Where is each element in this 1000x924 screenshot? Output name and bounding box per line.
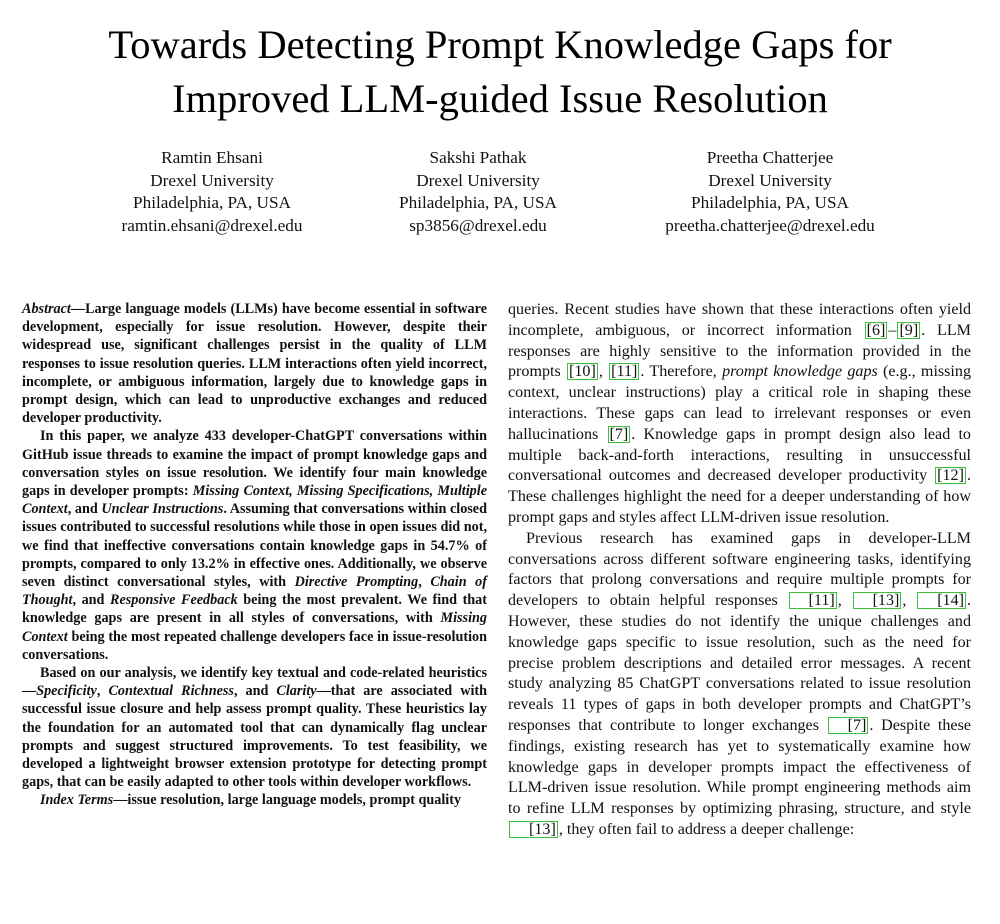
author-affiliation: Drexel University xyxy=(150,170,274,190)
author-1 xyxy=(62,147,362,237)
author-name: Ramtin Ehsani xyxy=(161,148,263,167)
author-email: sp3856@drexel.edu xyxy=(409,215,547,235)
citation-link[interactable]: [7] xyxy=(609,425,629,443)
citation-link[interactable]: [6] xyxy=(866,321,886,339)
author-3 xyxy=(620,147,920,237)
title-line-2: Improved LLM-guided Issue Resolution xyxy=(172,76,828,121)
citation-link[interactable]: [14] xyxy=(917,592,966,609)
author-location: Philadelphia, PA, USA xyxy=(133,193,291,212)
citation-link[interactable]: [10] xyxy=(569,363,596,381)
author-affiliation: Drexel University xyxy=(416,170,540,190)
intro-paragraph-1: queries. Recent studies have shown that these interactions often yield incomplete, ambiguous, or incorrect information [6] – [9] . LLM responses are highly sensitive to the information provided in the prompts [10] , [11] . Therefore, prompt knowledge gaps (e.g., missing context, unclear instructions) play a critical role in shaping these interactions. These gaps can lead to irrelevant responses or even hallucinations [7] . Knowledge gaps in prompt design also lead to multiple back-and-forth interactions, resulting in unsuccessful conversational outcomes and decreased developer productivity [12] . These challenges highlight the need for a deeper understanding of how prompt gaps and styles affect LLM-driven issue resolution. xyxy=(508,301,972,526)
citation-link[interactable]: [12] xyxy=(937,467,964,485)
author-name: Sakshi Pathak xyxy=(429,148,527,167)
paper-title xyxy=(0,18,1000,126)
author-block xyxy=(0,147,1000,247)
intro-paragraph-2: Previous research has examined gaps in developer-LLM conversations across different software engineering tasks, identifying factors that prolong conversations and require multiple prompts for developers to obtain helpful responses [11] , [13] , [14] . However, these studies do not identify the unique challenges and knowledge gaps specific to issue resolution, such as the need for precise problem descriptions and detailed error messages. A recent study analyzing 85 ChatGPT conversations related to issue resolution reveals 11 types of gaps in both developer prompts and ChatGPT’s responses that contribute to longer exchanges [7] . Despite these findings, existing research has yet to systematically examine how knowledge gaps in developer prompts impact the effectiveness of LLM-driven issue resolution. While prompt engineering methods aim to refine LLM responses by optimizing phrasing, structure, and style [13] , they often fail to address a deeper challenge: xyxy=(508,529,972,838)
citation-link[interactable]: [11] xyxy=(789,592,837,609)
index-terms: Index Terms—issue resolution, large language models, prompt quality xyxy=(40,792,462,809)
citation-link[interactable]: [9] xyxy=(899,321,919,339)
author-location: Philadelphia, PA, USA xyxy=(399,193,557,212)
author-2 xyxy=(328,147,628,237)
abstract-label: Abstract xyxy=(22,301,71,317)
author-affiliation: Drexel University xyxy=(708,170,832,190)
citation-link[interactable]: [13] xyxy=(853,592,902,609)
author-name: Preetha Chatterjee xyxy=(706,148,834,167)
citation-link[interactable]: [11] xyxy=(611,363,638,381)
author-email: preetha.chatterjee@drexel.edu xyxy=(665,215,875,235)
abstract-paragraph-3: Based on our analysis, we identify key textual and code-related heuristics—Specificity, Contextual Richness, and Clarity—that are associated with successful issue closure and help assess prompt quality. These heuristics lay the foundation for an automated tool that can dynamically flag unclear prompts and suggest structured improvements. To test feasibility, we developed a lightweight browser extension prototype for detecting prompt gaps, that can be easily adapted to other tools within developer workflows. xyxy=(22,665,487,791)
index-terms-label: Index Terms xyxy=(40,792,114,809)
citation-link[interactable]: [13] xyxy=(509,821,558,838)
abstract-paragraph-1: Abstract—Large language models (LLMs) have become essential in software development, especially for issue resolution. However, despite their widespread use, significant challenges persist in the quality of LLM responses to issue resolution queries. LLM interactions often yield incorrect, incomplete, or ambiguous information, largely due to knowledge gaps in prompt design, which can lead to unproductive exchanges and reduced developer productivity. xyxy=(22,301,487,427)
abstract-paragraph-2: In this paper, we analyze 433 developer-ChatGPT conversations within GitHub issue threads to examine the impact of prompt knowledge gaps and conversation styles on issue resolution. We identify four main knowledge gaps in developer prompts: Missing Context, Missing Specifications, Multiple Context, and Unclear Instructions. Assuming that conversations within closed issues contributed to successful resolutions while those in open issues did not, we find that ineffective conversations contain knowledge gaps in 54.7% of prompts, compared to only 13.2% in effective ones. Additionally, we observe seven distinct conversational styles, with Directive Prompting, Chain of Thought, and Responsive Feedback being the most prevalent. We find that knowledge gaps are present in all styles of conversations, with Missing Context being the most repeated challenge developers face in issue-resolution conversations. xyxy=(22,428,488,663)
author-location: Philadelphia, PA, USA xyxy=(691,193,849,212)
introduction-column xyxy=(508,300,971,841)
author-email: ramtin.ehsani@drexel.edu xyxy=(121,215,303,235)
citation-link[interactable]: [7] xyxy=(828,717,869,734)
abstract-column xyxy=(22,300,487,810)
title-line-1: Towards Detecting Prompt Knowledge Gaps for xyxy=(108,22,892,67)
